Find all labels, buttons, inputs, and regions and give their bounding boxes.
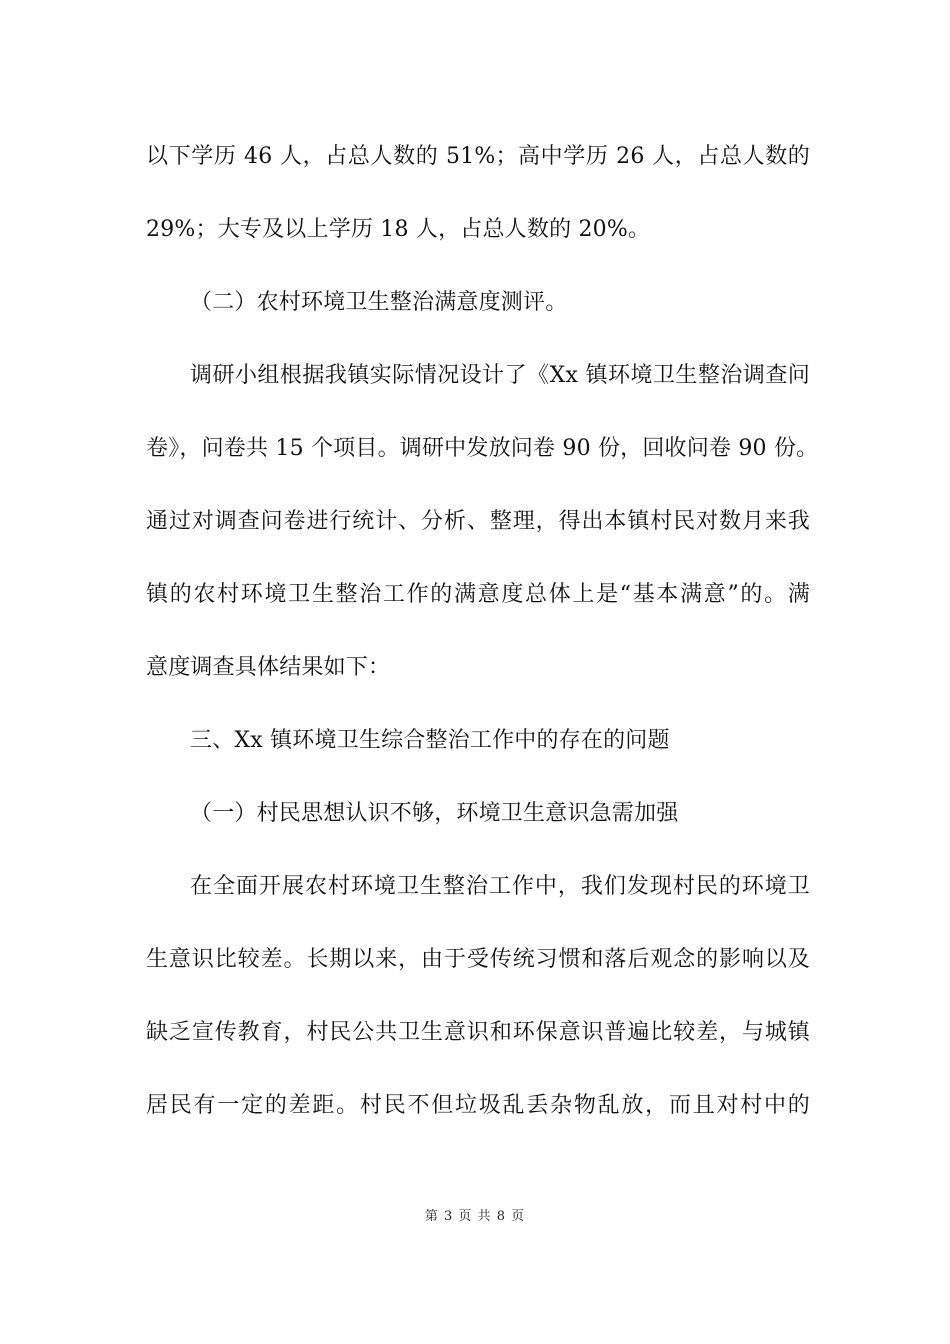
paragraph-line: 镇的农村环境卫生整治工作的满意度总体上是“基本满意”的。满 bbox=[146, 582, 810, 607]
paragraph-line: 通过对调查问卷进行统计、分析、整理，得出本镇村民对数月来我 bbox=[146, 509, 810, 534]
paragraph-line: 29%；大专及以上学历 18 人，占总人数的 20%。 bbox=[146, 217, 651, 242]
paragraph-line: 缺乏宣传教育，村民公共卫生意识和环保意识普遍比较差，与城镇 bbox=[146, 1020, 810, 1045]
section-heading: （二）农村环境卫生整治满意度测评。 bbox=[190, 290, 568, 315]
section-heading: 三、Xx 镇环境卫生综合整治工作中的存在的问题 bbox=[190, 728, 670, 753]
paragraph-line: 在全面开展农村环境卫生整治工作中，我们发现村民的环境卫 bbox=[190, 874, 810, 899]
paragraph-line: 生意识比较差。长期以来，由于受传统习惯和落后观念的影响以及 bbox=[146, 947, 810, 972]
paragraph-line: 意度调查具体结果如下： bbox=[146, 655, 391, 680]
paragraph-line: 以下学历 46 人，占总人数的 51%；高中学历 26 人，占总人数的 bbox=[146, 144, 810, 169]
page-number: 第 3 页 共 8 页 bbox=[424, 1209, 526, 1224]
subsection-heading: （一）村民思想认识不够，环境卫生意识急需加强 bbox=[190, 801, 679, 826]
paragraph-line: 调研小组根据我镇实际情况设计了《Xx 镇环境卫生整治调查问 bbox=[190, 363, 810, 388]
paragraph-line: 卷》，问卷共 15 个项目。调研中发放问卷 90 份，回收问卷 90 份。 bbox=[146, 436, 819, 461]
paragraph-line: 居民有一定的差距。村民不但垃圾乱丢杂物乱放，而且对村中的 bbox=[146, 1093, 810, 1118]
